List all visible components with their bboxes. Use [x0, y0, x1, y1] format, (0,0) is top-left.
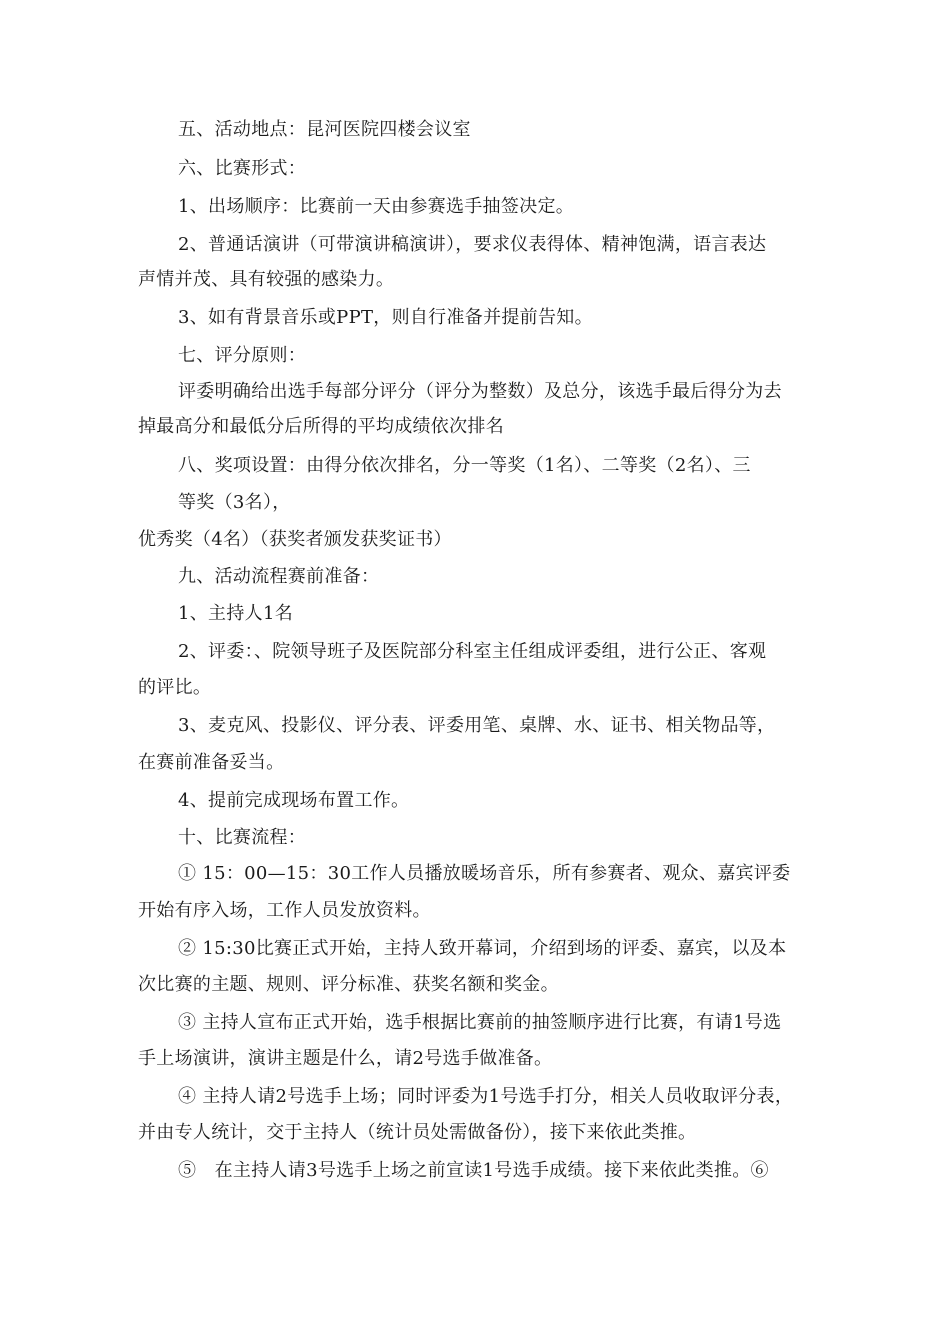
- heading-competition-format: 六、比赛形式：: [178, 158, 307, 179]
- paragraph-line: 评委明确给出选手每部分评分（评分为整数）及总分，该选手最后得分为去: [178, 381, 782, 402]
- paragraph-line: 开始有序入场，工作人员发放资料。: [138, 900, 431, 921]
- paragraph-line: 4、提前完成现场布置工作。: [178, 790, 410, 811]
- paragraph-line: 1、出场顺序：比赛前一天由参赛选手抽签决定。: [178, 196, 575, 217]
- paragraph-line: ③ 主持人宣布正式开始，选手根据比赛前的抽签顺序进行比赛，有请1号选: [178, 1012, 782, 1033]
- paragraph-line: 手上场演讲，演讲主题是什么，请2号选手做准备。: [138, 1048, 553, 1069]
- heading-venue: 五、活动地点：昆河医院四楼会议室: [178, 119, 471, 140]
- paragraph-line: 的评比。: [138, 677, 212, 698]
- paragraph-line: 等奖（3名），: [178, 492, 291, 513]
- paragraph-line: ④ 主持人请2号选手上场；同时评委为1号选手打分，相关人员收取评分表，: [178, 1086, 794, 1107]
- paragraph-line: ② 15:30比赛正式开始，主持人致开幕词，介绍到场的评委、嘉宾，以及本: [178, 938, 787, 959]
- paragraph-line: 声情并茂、具有较强的感染力。: [138, 269, 395, 290]
- paragraph-line: 优秀奖（4名）（获奖者颁发获奖证书）: [138, 529, 452, 550]
- heading-scoring-rules: 七、评分原则：: [178, 345, 307, 366]
- paragraph-line: 1、主持人1名: [178, 603, 294, 624]
- paragraph-line: 2、普通话演讲（可带演讲稿演讲），要求仪表得体、精神饱满，语言表达: [178, 234, 767, 255]
- paragraph-line: 3、麦克风、投影仪、评分表、评委用笔、桌牌、水、证书、相关物品等，: [178, 715, 776, 736]
- paragraph-line: 3、如有背景音乐或PPT，则自行准备并提前告知。: [178, 307, 593, 328]
- paragraph-line: 并由专人统计，交于主持人（统计员处需做备份），接下来依此类推。: [138, 1122, 697, 1143]
- heading-competition-flow: 十、比赛流程：: [178, 827, 307, 848]
- heading-preparation: 九、活动流程赛前准备：: [178, 566, 380, 587]
- paragraph-line: 2、评委：、院领导班子及医院部分科室主任组成评委组，进行公正、客观: [178, 641, 767, 662]
- paragraph-line: ⑤ 在主持人请3号选手上场之前宣读1号选手成绩。接下来依此类推。⑥: [178, 1160, 769, 1181]
- paragraph-line: 掉最高分和最低分后所得的平均成绩依次排名: [138, 416, 504, 437]
- paragraph-line: 在赛前准备妥当。: [138, 752, 285, 773]
- heading-awards: 八、奖项设置：由得分依次排名，分一等奖（1名）、二等奖（2名）、三: [178, 455, 751, 476]
- paragraph-line: ① 15：00—15：30工作人员播放暖场音乐，所有参赛者、观众、嘉宾评委: [178, 863, 791, 884]
- paragraph-line: 次比赛的主题、规则、评分标准、获奖名额和奖金。: [138, 974, 559, 995]
